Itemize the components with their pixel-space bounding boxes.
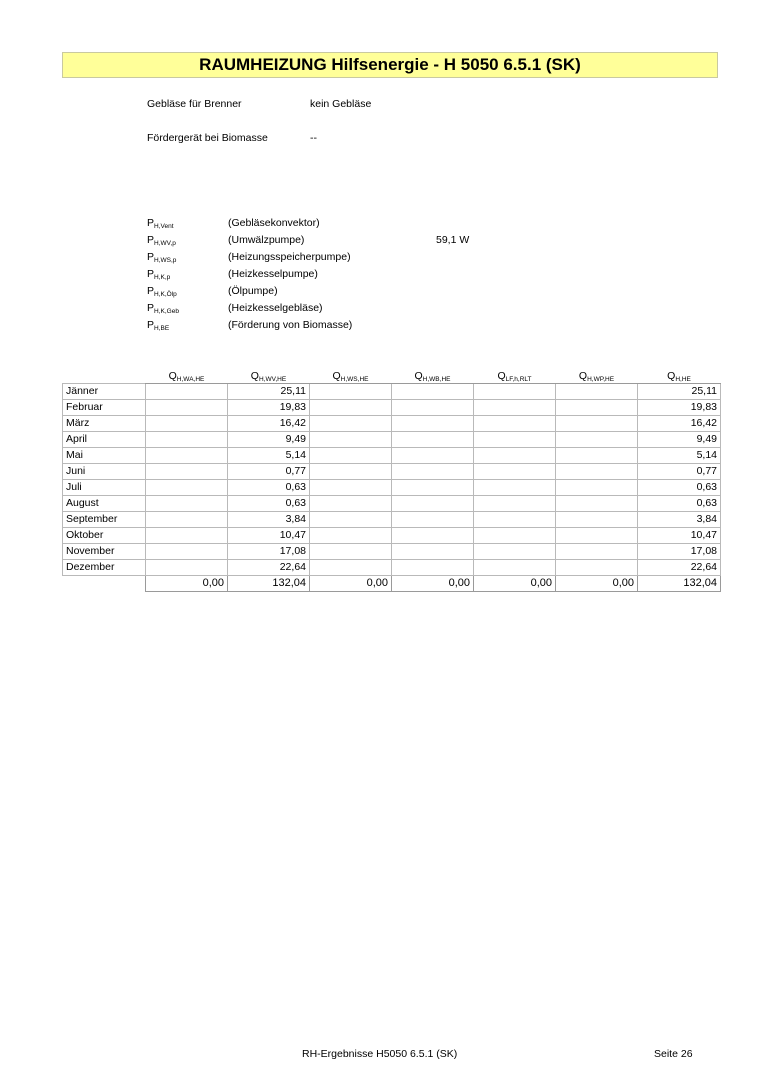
value-cell [146,495,228,511]
value-cell [474,511,556,527]
power-symbol: $P_{H,K,p}$ [147,268,171,281]
value-cell [310,495,392,511]
value-cell: 0,63 [638,479,721,495]
month-cell: Februar [63,399,146,415]
value-cell [392,479,474,495]
info-value-biomass-conveyor: -- [310,132,317,144]
table-row [63,543,721,559]
value-cell [556,383,638,399]
table-row [63,559,721,575]
power-description: (Heizkesselgebläse) [228,302,323,314]
value-cell [310,527,392,543]
value-cell [310,479,392,495]
total-cell: 132,04 [638,575,721,591]
value-cell: 3,84 [228,511,310,527]
table-row [63,479,721,495]
column-header: $Q_{H,WS,HE}$ [310,367,392,383]
value-cell [474,543,556,559]
value-cell [474,383,556,399]
info-label-blower: Gebläse für Brenner [147,98,242,110]
total-cell: 132,04 [228,575,310,591]
value-cell [146,479,228,495]
value-cell [310,399,392,415]
power-symbol: $P_{H,WV,p}$ [147,234,176,247]
value-cell: 22,64 [638,559,721,575]
value-cell [310,383,392,399]
value-cell: 0,77 [228,463,310,479]
total-cell: 0,00 [556,575,638,591]
value-cell: 25,11 [638,383,721,399]
table-row [63,511,721,527]
table-row [63,463,721,479]
value-cell: 17,08 [228,543,310,559]
info-value-blower: kein Gebläse [310,98,372,110]
month-cell: Mai [63,447,146,463]
power-symbol: $P_{H,Vent}$ [147,217,174,230]
total-cell: 0,00 [310,575,392,591]
value-cell [474,431,556,447]
power-description: (Förderung von Biomasse) [228,319,353,331]
monthly-energy-table [62,367,721,592]
month-cell: Juni [63,463,146,479]
value-cell [392,383,474,399]
table-row [63,383,721,399]
value-cell [310,511,392,527]
power-symbol: $P_{H,WS,p}$ [147,251,177,264]
value-cell [146,447,228,463]
value-cell: 10,47 [228,527,310,543]
month-cell: Oktober [63,527,146,543]
power-value: 59,1 W [436,234,470,246]
table-row [63,399,721,415]
totals-row [63,575,721,591]
value-cell [556,543,638,559]
value-cell: 16,42 [228,415,310,431]
value-cell: 0,77 [638,463,721,479]
month-cell: Juli [63,479,146,495]
value-cell [556,479,638,495]
value-cell [556,415,638,431]
value-cell: 10,47 [638,527,721,543]
power-symbol: $P_{H,BE}$ [147,319,170,332]
value-cell [392,543,474,559]
power-description: (Heizkesselpumpe) [228,268,318,280]
totals-blank-cell [63,575,146,591]
info-label-biomass-conveyor: Fördergerät bei Biomasse [147,132,268,144]
value-cell [392,559,474,575]
table-row [63,431,721,447]
table-row [63,527,721,543]
value-cell: 9,49 [638,431,721,447]
power-description: (Umwälzpumpe) [228,234,305,246]
value-cell [556,431,638,447]
value-cell [392,431,474,447]
value-cell: 0,63 [228,495,310,511]
column-header: $Q_{H,WB,HE}$ [392,367,474,383]
value-cell [146,415,228,431]
value-cell [556,495,638,511]
power-symbol: $P_{H,K,Ölp}$ [147,285,177,298]
value-cell [146,383,228,399]
total-cell: 0,00 [146,575,228,591]
value-cell: 3,84 [638,511,721,527]
month-cell: August [63,495,146,511]
value-cell: 22,64 [228,559,310,575]
value-cell [392,511,474,527]
month-cell: März [63,415,146,431]
value-cell: 5,14 [638,447,721,463]
month-cell: November [63,543,146,559]
value-cell [392,495,474,511]
column-header: $Q_{H,WV,HE}$ [228,367,310,383]
value-cell: 9,49 [228,431,310,447]
table-row [63,447,721,463]
value-cell [310,559,392,575]
power-description: (Ölpumpe) [228,285,278,297]
value-cell: 19,83 [638,399,721,415]
page-title: RAUMHEIZUNG Hilfsenergie - H 5050 6.5.1 (SK) [62,52,718,78]
value-cell: 5,14 [228,447,310,463]
value-cell [556,527,638,543]
value-cell [146,559,228,575]
value-cell [392,399,474,415]
value-cell [392,415,474,431]
column-header: $Q_{LF,h,RLT}$ [474,367,556,383]
column-header: $Q_{H,WA,HE}$ [146,367,228,383]
value-cell [556,511,638,527]
value-cell [474,399,556,415]
value-cell [556,559,638,575]
value-cell [310,415,392,431]
value-cell [474,495,556,511]
total-cell: 0,00 [392,575,474,591]
value-cell [556,447,638,463]
value-cell [146,543,228,559]
month-cell: April [63,431,146,447]
value-cell: 0,63 [228,479,310,495]
total-cell: 0,00 [474,575,556,591]
value-cell [310,447,392,463]
value-cell [474,479,556,495]
table-header-row [63,367,721,383]
value-cell [310,431,392,447]
value-cell: 19,83 [228,399,310,415]
value-cell [474,527,556,543]
value-cell [474,463,556,479]
value-cell [556,463,638,479]
power-description: (Gebläsekonvektor) [228,217,320,229]
value-cell [146,511,228,527]
value-cell [310,463,392,479]
value-cell [392,447,474,463]
column-header: $Q_{H,HE}$ [638,367,721,383]
month-cell: September [63,511,146,527]
power-symbol: $P_{H,K,Geb}$ [147,302,179,315]
value-cell [146,527,228,543]
value-cell [146,399,228,415]
month-cell: Jänner [63,383,146,399]
header-blank-cell [63,367,146,383]
value-cell [310,543,392,559]
table-row [63,495,721,511]
month-cell: Dezember [63,559,146,575]
value-cell: 0,63 [638,495,721,511]
power-description: (Heizungsspeicherpumpe) [228,251,351,263]
value-cell [474,559,556,575]
table-row [63,415,721,431]
value-cell [146,463,228,479]
footer-document-name: RH-Ergebnisse H5050 6.5.1 (SK) [302,1048,458,1060]
value-cell [392,463,474,479]
value-cell [392,527,474,543]
value-cell: 25,11 [228,383,310,399]
value-cell: 17,08 [638,543,721,559]
column-header: $Q_{H,WP,HE}$ [556,367,638,383]
value-cell [556,399,638,415]
value-cell [474,415,556,431]
value-cell [146,431,228,447]
footer-page-number: Seite 26 [654,1048,693,1060]
value-cell: 16,42 [638,415,721,431]
value-cell [474,447,556,463]
